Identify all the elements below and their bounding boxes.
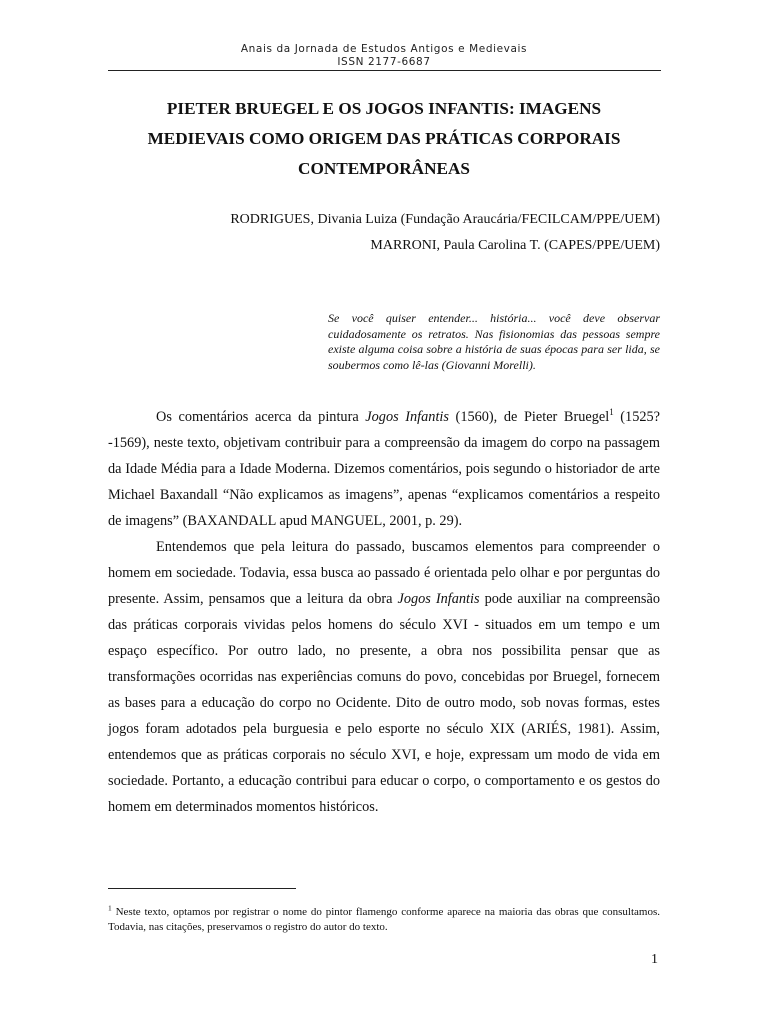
issn: ISSN 2177-6687 — [337, 56, 431, 68]
article-title — [108, 94, 660, 184]
footnote-reference[interactable]: 1 — [609, 407, 614, 418]
paragraph — [108, 534, 660, 820]
author-marroni: MARRONI, Paula Carolina T. (CAPES/PPE/UEM) — [370, 238, 660, 253]
artwork-title: Jogos Infantis — [365, 409, 449, 425]
text-run: (1525?-1569), neste texto, objetivam contribuir para a compreensão da imagem do corpo na passagem da Idade Média para a Idade Moderna. Dizemos comentários, pois segundo o historiador de arte Michael Baxandall “Não explicamos as imagens”, apenas “explicamos comentários a respeito de imagens” (BAXANDALL apud MANGUEL, 2001, p. 29). — [108, 409, 660, 529]
author-list — [230, 207, 660, 259]
artwork-title: Jogos Infantis — [397, 591, 480, 607]
text-run: Os comentários acerca da pintura — [156, 409, 366, 425]
running-header — [108, 43, 660, 69]
text-run: pode auxiliar na compreensão das práticas corporais vividas pelos homens do século XVI - situados em um tempo e um espaço específico. Por outro lado, no presente, a obra nos possibilita pensar que as transformações ocorridas nas experiências comuns do povo, concebidas por Bruegel, fornecem as bases para a educação do corpo no Ocidente. Dito de outro modo, sob novas formas, estes jogos foram adotados pela burguesia e pelo esporte no século XIX (ARIÉS, 1981). Assim, entendemos que as práticas corporais no século XVI, e hoje, expressam um modo de vida em sociedade. Portanto, a educação contribui para educar o corpo, o comportamento e os gestos do homem em determinados momentos históricos. — [108, 591, 660, 815]
text-run: (1560), de Pieter Bruegel — [448, 409, 610, 425]
epigraph-quote: Se você quiser entender... história... você deve observar cuidadosamente os retratos. Nas fisionomias das pessoas sempre existe alguma coisa sobre a história de suas épocas para ser lida, se soubermos como lê-las (Giovanni Morelli). — [328, 311, 660, 372]
paragraph — [108, 404, 660, 534]
body-text — [108, 404, 660, 820]
footnote-marker: 1 — [108, 903, 112, 913]
text-run: Entendemos que pela leitura do passado, buscamos elementos para compreender o homem em sociedade. Todavia, essa busca ao passado é orientada pelo olhar e por perguntas do presente. Assim, pensamos que a leitura da obra — [108, 539, 660, 607]
title-line: CONTEMPORÂNEAS — [298, 159, 470, 178]
footnote — [108, 905, 660, 935]
footnote-text: Neste texto, optamos por registrar o nome do pintor flamengo conforme aparece na maioria das obras que consultamos. Todavia, nas citações, preservamos o registro do autor do texto. — [108, 906, 660, 933]
header-divider — [108, 70, 661, 71]
page-number: 1 — [651, 952, 658, 967]
footnote-divider — [108, 888, 296, 889]
title-line: MEDIEVAIS COMO ORIGEM DAS PRÁTICAS CORPORAIS — [147, 129, 621, 148]
title-line: PIETER BRUEGEL E OS JOGOS INFANTIS: IMAGENS — [166, 99, 602, 118]
journal-name: Anais da Jornada de Estudos Antigos e Medievais — [240, 43, 528, 55]
author-rodrigues: RODRIGUES, Divania Luiza (Fundação Araucária/FECILCAM/PPE/UEM) — [230, 212, 660, 227]
